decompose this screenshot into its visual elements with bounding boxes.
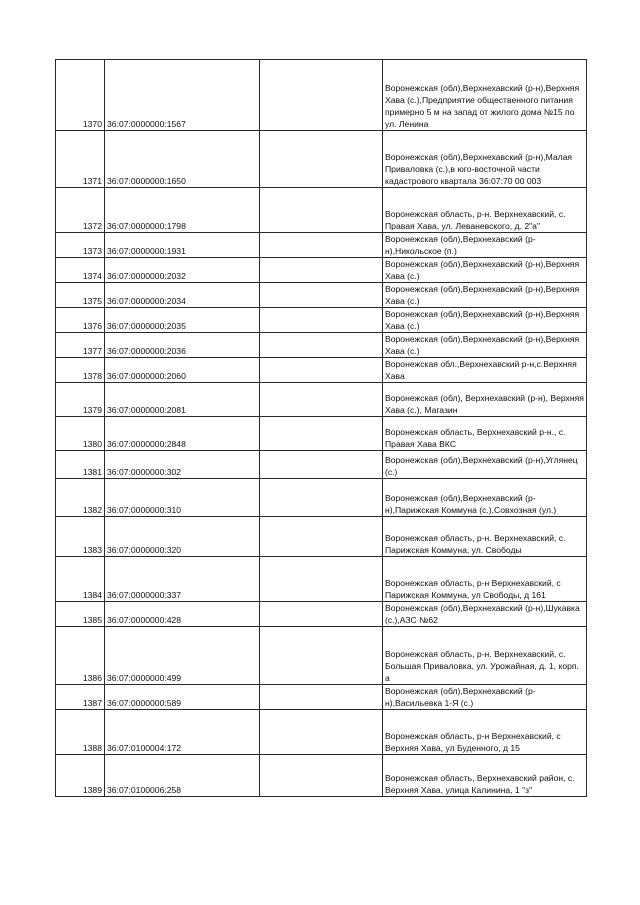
table-row (56, 627, 587, 685)
table-row (56, 258, 587, 283)
row-number: 1376 (56, 308, 105, 333)
row-number: 1384 (56, 557, 105, 602)
row-number: 1381 (56, 451, 105, 479)
row-number: 1383 (56, 517, 105, 557)
row-number: 1388 (56, 710, 105, 755)
address-cell: Воронежская (обл),Верхнехавский (р-н),Васильевка 1-Я (с.) (383, 685, 587, 710)
address-cell: Воронежская (обл), Верхнехавский (р-н), Верхняя Хава (с.), Магазин (383, 383, 587, 417)
empty-cell (260, 685, 383, 710)
empty-cell (260, 283, 383, 308)
address-cell: Воронежская обл.,Верхнехавский р-н,с.Верхняя Хава (383, 358, 587, 383)
address-cell: Воронежская (обл),Верхнехавский (р-н),Углянец (с.) (383, 451, 587, 479)
empty-cell (260, 308, 383, 333)
row-number: 1385 (56, 602, 105, 627)
row-number: 1372 (56, 188, 105, 233)
row-number: 1379 (56, 383, 105, 417)
cadastral-number: 36:07:0000000:2032 (105, 258, 260, 283)
cadastral-number: 36:07:0100006:258 (105, 755, 260, 797)
table-row (56, 557, 587, 602)
table-row (56, 283, 587, 308)
cadastral-number: 36:07:0000000:1931 (105, 233, 260, 258)
empty-cell (260, 60, 383, 131)
cadastral-number: 36:07:0000000:320 (105, 517, 260, 557)
row-number: 1377 (56, 333, 105, 358)
table-row (56, 755, 587, 797)
cadastral-number: 36:07:0000000:428 (105, 602, 260, 627)
cadastral-number: 36:07:0000000:337 (105, 557, 260, 602)
table-row (56, 233, 587, 258)
address-cell: Воронежская область, р-н. Верхнехавский, с. Большая Приваловка, ул. Урожайная, д. 1, корп. а (383, 627, 587, 685)
empty-cell (260, 131, 383, 188)
empty-cell (260, 333, 383, 358)
cadastral-number: 36:07:0000000:2060 (105, 358, 260, 383)
address-cell: Воронежская (обл),Верхнехавский (р-н),Верхняя Хава (с.) (383, 308, 587, 333)
cadastral-number: 36:07:0000000:2036 (105, 333, 260, 358)
table-row (56, 417, 587, 451)
row-number: 1382 (56, 479, 105, 517)
cadastral-number: 36:07:0000000:2081 (105, 383, 260, 417)
empty-cell (260, 479, 383, 517)
empty-cell (260, 602, 383, 627)
row-number: 1378 (56, 358, 105, 383)
table-row (56, 517, 587, 557)
row-number: 1375 (56, 283, 105, 308)
empty-cell (260, 383, 383, 417)
empty-cell (260, 451, 383, 479)
empty-cell (260, 417, 383, 451)
row-number: 1389 (56, 755, 105, 797)
address-cell: Воронежская (обл),Верхнехавский (р-н),Верхняя Хава (с.),Предприятие общественного питания примерно 5 м на запад от жилого дома №15 по ул. Ленина (383, 60, 587, 131)
empty-cell (260, 258, 383, 283)
empty-cell (260, 755, 383, 797)
empty-cell (260, 517, 383, 557)
cadastral-number: 36:07:0000000:1798 (105, 188, 260, 233)
cadastral-number: 36:07:0000000:1567 (105, 60, 260, 131)
table-row (56, 308, 587, 333)
address-cell: Воронежская (обл),Верхнехавский (р-н),Верхняя Хава (с.) (383, 333, 587, 358)
row-number: 1370 (56, 60, 105, 131)
table-row (56, 685, 587, 710)
table-row (56, 710, 587, 755)
row-number: 1386 (56, 627, 105, 685)
cadastral-number: 36:07:0000000:499 (105, 627, 260, 685)
empty-cell (260, 188, 383, 233)
address-cell: Воронежская область, р-н. Верхнехавский, с. Правая Хава, ул. Леваневского, д. 2"а" (383, 188, 587, 233)
cadastral-number: 36:07:0000000:589 (105, 685, 260, 710)
row-number: 1380 (56, 417, 105, 451)
row-number: 1374 (56, 258, 105, 283)
table-row (56, 358, 587, 383)
cadastral-number: 36:07:0000000:2848 (105, 417, 260, 451)
address-cell: Воронежская (обл),Верхнехавский (р-н),Никольское (п.) (383, 233, 587, 258)
cadastral-number: 36:07:0000000:302 (105, 451, 260, 479)
table-row (56, 131, 587, 188)
cadastral-number: 36:07:0100004:172 (105, 710, 260, 755)
row-number: 1373 (56, 233, 105, 258)
cadastral-table (55, 59, 587, 797)
table-row (56, 188, 587, 233)
address-cell: Воронежская область, р-н Верхнехавский, с Верхняя Хава, ул Буденного, д 15 (383, 710, 587, 755)
row-number: 1387 (56, 685, 105, 710)
cadastral-table-body (56, 60, 587, 797)
cadastral-number: 36:07:0000000:2034 (105, 283, 260, 308)
cadastral-number: 36:07:0000000:1650 (105, 131, 260, 188)
cadastral-number: 36:07:0000000:310 (105, 479, 260, 517)
address-cell: Воронежская область, р-н. Верхнехавский, с. Парижская Коммуна, ул. Свободы (383, 517, 587, 557)
address-cell: Воронежская (обл),Верхнехавский (р-н),Верхняя Хава (с.) (383, 258, 587, 283)
empty-cell (260, 627, 383, 685)
table-row (56, 60, 587, 131)
empty-cell (260, 358, 383, 383)
row-number: 1371 (56, 131, 105, 188)
address-cell: Воронежская (обл),Верхнехавский (р-н),Парижская Коммуна (с.),Совхозная (ул.) (383, 479, 587, 517)
table-row (56, 479, 587, 517)
address-cell: Воронежская (обл),Верхнехавский (р-н),Верхняя Хава (с.) (383, 283, 587, 308)
table-row (56, 451, 587, 479)
empty-cell (260, 233, 383, 258)
address-cell: Воронежская область, Верхнехавский район, с. Верхняя Хава, улица Калинина, 1 "з" (383, 755, 587, 797)
address-cell: Воронежская (обл),Верхнехавский (р-н),Шукавка (с.),АЗС №62 (383, 602, 587, 627)
address-cell: Воронежская область, Верхнехавский р-н., с. Правая Хава ВКС (383, 417, 587, 451)
table-row (56, 383, 587, 417)
table-row (56, 333, 587, 358)
address-cell: Воронежская (обл),Верхнехавский (р-н),Малая Приваловка (с.),в юго-восточной части кадастрового квартала 36:07:70 00 003 (383, 131, 587, 188)
table-row (56, 602, 587, 627)
address-cell: Воронежская область, р-н Верхнехавский, с Парижская Коммуна, ул Свободы, д 161 (383, 557, 587, 602)
cadastral-number: 36:07:0000000:2035 (105, 308, 260, 333)
empty-cell (260, 710, 383, 755)
empty-cell (260, 557, 383, 602)
